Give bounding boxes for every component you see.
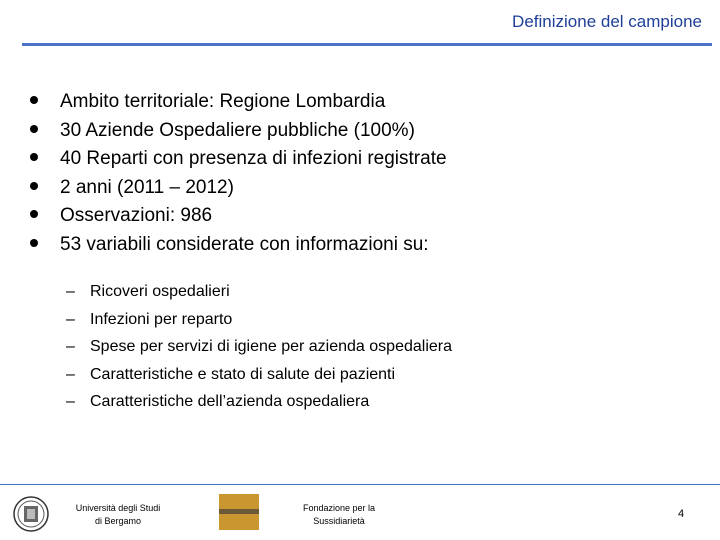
bullet-item (30, 88, 447, 117)
bullet-item (30, 202, 447, 231)
sub-bullet-item (66, 278, 452, 306)
bullet-text: 53 variabili considerate con informazioni su: (60, 233, 429, 255)
sub-bullet-text: Spese per servizi di igiene per azienda ospedaliera (90, 338, 452, 355)
sub-bullet-text: Caratteristiche e stato di salute dei pazienti (90, 365, 396, 383)
dash-icon: – (66, 283, 75, 300)
bullet-dot-icon (30, 182, 38, 190)
bullet-dot-icon (30, 96, 38, 104)
dash-icon: – (66, 393, 75, 410)
bullet-list (30, 88, 447, 260)
university-name: Università degli Studi di Bergamo (75, 503, 161, 526)
dash-icon: – (66, 338, 75, 355)
sub-bullet-text: Caratteristiche dell’azienda ospedaliera (90, 393, 370, 410)
bullet-dot-icon (30, 153, 38, 161)
dash-icon: – (66, 310, 75, 328)
sub-bullet-item (66, 361, 452, 389)
university-seal-icon (12, 494, 50, 539)
sub-bullet-text: Infezioni per reparto (90, 310, 233, 328)
title-divider (22, 43, 712, 46)
foundation-logo-icon (219, 494, 259, 530)
bullet-dot-icon (30, 239, 38, 247)
footer-divider (0, 484, 720, 485)
sub-bullet-text: Ricoveri ospedalieri (90, 283, 230, 300)
bullet-item (30, 117, 447, 146)
bullet-dot-icon (30, 125, 38, 133)
sub-bullet-item (66, 388, 452, 416)
slide-title: Definizione del campione (512, 12, 702, 31)
bullet-item (30, 145, 447, 174)
dash-icon: – (66, 365, 75, 383)
bullet-item (30, 174, 447, 203)
page-number: 4 (678, 508, 685, 520)
bullet-text: 40 Reparti con presenza di infezioni registrate (60, 148, 447, 170)
sub-bullet-item (66, 333, 452, 361)
sub-bullet-list (66, 278, 452, 416)
bullet-text: Osservazioni: 986 (60, 205, 213, 227)
bullet-text: 30 Aziende Ospedaliere pubbliche (100%) (60, 119, 415, 141)
bullet-item (30, 231, 447, 260)
foundation-name: Fondazione per la Sussidiarietà (302, 503, 376, 526)
bullet-text: 2 anni (2011 – 2012) (60, 176, 234, 198)
bullet-text: Ambito territoriale: Regione Lombardia (60, 91, 386, 112)
sub-bullet-item (66, 306, 452, 334)
bullet-dot-icon (30, 210, 38, 218)
